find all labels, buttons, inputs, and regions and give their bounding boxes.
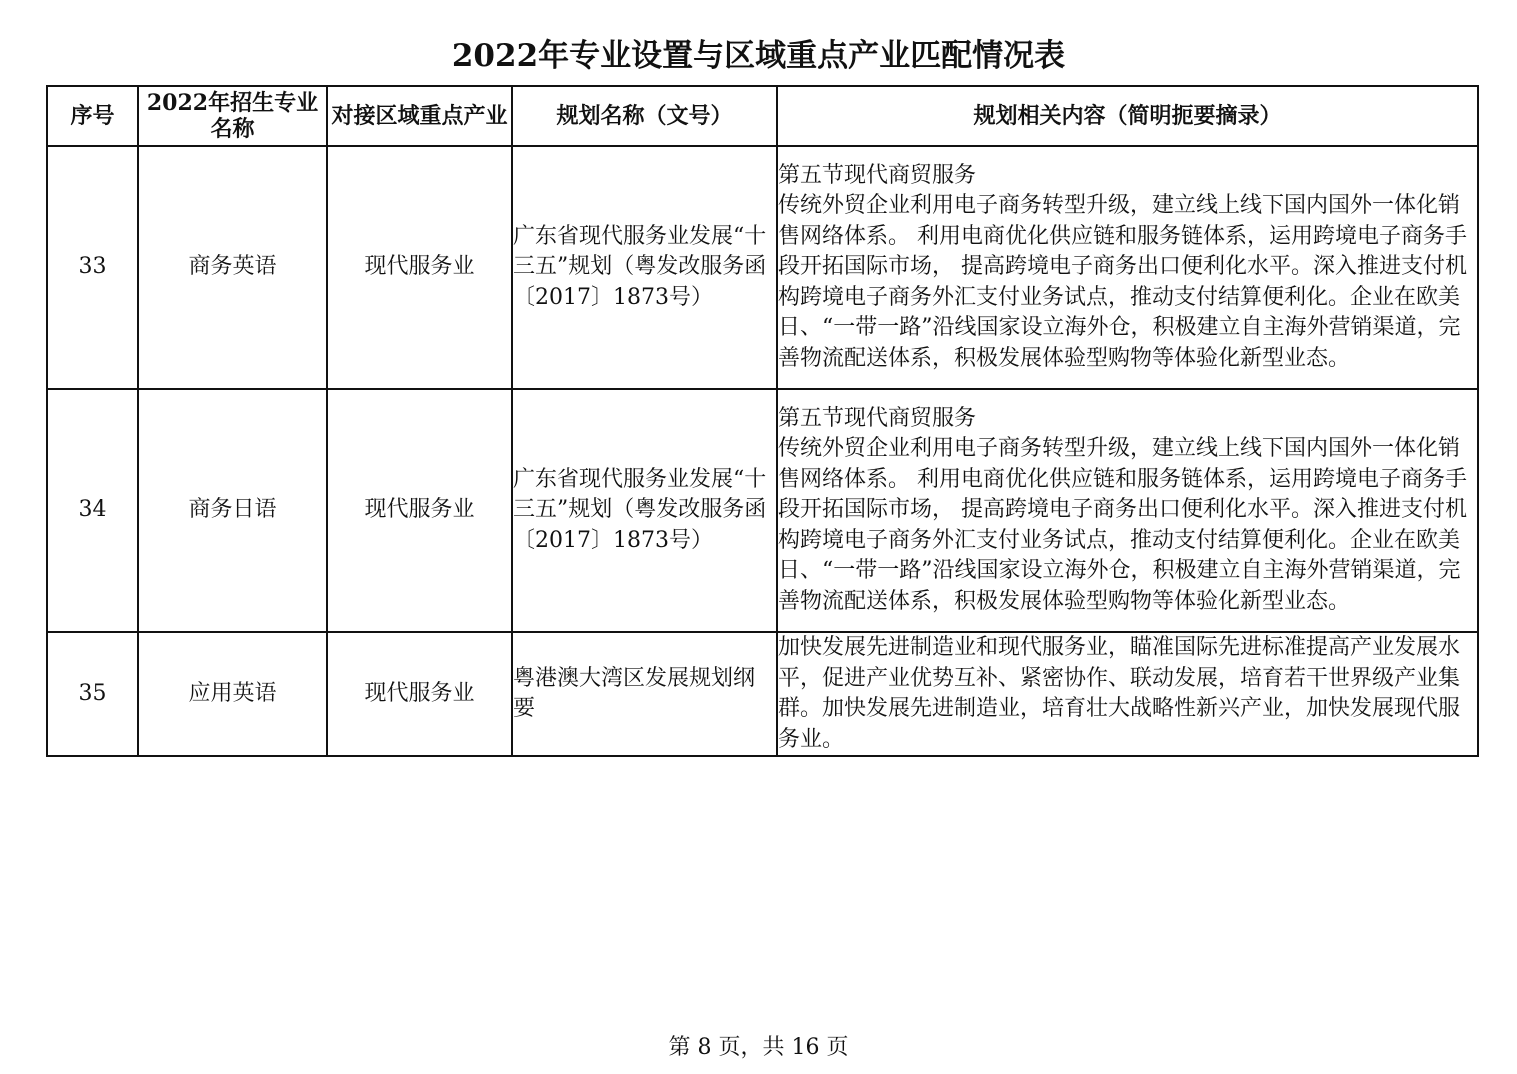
content-body: 传统外贸企业利用电子商务转型升级，建立线上线下国内国外一体化销售网络体系。 利用电商优化供应链和服务链体系，运用跨境电子商务手段开拓国际市场， 提高跨境电子商务出口便利化水平。深入推进支付机构跨境电子商务外汇支付业务试点，推动支付结算便利化。企业在欧美日、“一带一路”沿线国家设立海外仓，积极建立自主海外营销渠道，完善物流配送体系，积极发展体验型购物等体验化新型业态。 (778, 436, 1467, 614)
content-heading: 第五节现代商贸服务 (778, 162, 977, 188)
row-industry: 现代服务业 (327, 389, 512, 632)
row-industry: 现代服务业 (327, 146, 512, 389)
content-body: 加快发展先进制造业和现代服务业，瞄准国际先进标准提高产业发展水平，促进产业优势互补、紧密协作、联动发展，培育若干世界级产业集群。加快发展先进制造业，培育壮大战略性新兴产业，加快发展现代服务业。 (778, 635, 1461, 752)
row-index: 34 (47, 389, 138, 632)
header-plan: 规划名称（文号） (512, 86, 777, 146)
row-major: 商务日语 (138, 389, 327, 632)
header-industry: 对接区域重点产业 (327, 86, 512, 146)
row-industry: 现代服务业 (327, 632, 512, 756)
row-content (777, 146, 1478, 389)
row-index: 35 (47, 632, 138, 756)
table-header-row (47, 86, 1478, 146)
table-row (47, 146, 1478, 389)
row-major: 商务英语 (138, 146, 327, 389)
row-plan: 粤港澳大湾区发展规划纲要 (512, 632, 777, 756)
row-plan: 广东省现代服务业发展“十三五”规划（粤发改服务函〔2017〕1873号） (512, 389, 777, 632)
table-row (47, 389, 1478, 632)
header-major: 2022年招生专业名称 (138, 86, 327, 146)
page-footer: 第 8 页，共 16 页 (668, 1035, 849, 1060)
row-index: 33 (47, 146, 138, 389)
content-body: 传统外贸企业利用电子商务转型升级，建立线上线下国内国外一体化销售网络体系。 利用电商优化供应链和服务链体系，运用跨境电子商务手段开拓国际市场， 提高跨境电子商务出口便利化水平。深入推进支付机构跨境电子商务外汇支付业务试点，推动支付结算便利化。企业在欧美日、“一带一路”沿线国家设立海外仓，积极建立自主海外营销渠道，完善物流配送体系，积极发展体验型购物等体验化新型业态。 (778, 193, 1467, 371)
row-content (777, 632, 1478, 756)
content-heading: 第五节现代商贸服务 (778, 405, 977, 431)
row-major: 应用英语 (138, 632, 327, 756)
table-row (47, 632, 1478, 756)
page-title: 2022年专业设置与区域重点产业匹配情况表 (451, 38, 1066, 74)
row-content (777, 389, 1478, 632)
industry-match-table (46, 85, 1479, 757)
header-content: 规划相关内容（简明扼要摘录） (777, 86, 1478, 146)
row-plan: 广东省现代服务业发展“十三五”规划（粤发改服务函〔2017〕1873号） (512, 146, 777, 389)
header-index: 序号 (47, 86, 138, 146)
